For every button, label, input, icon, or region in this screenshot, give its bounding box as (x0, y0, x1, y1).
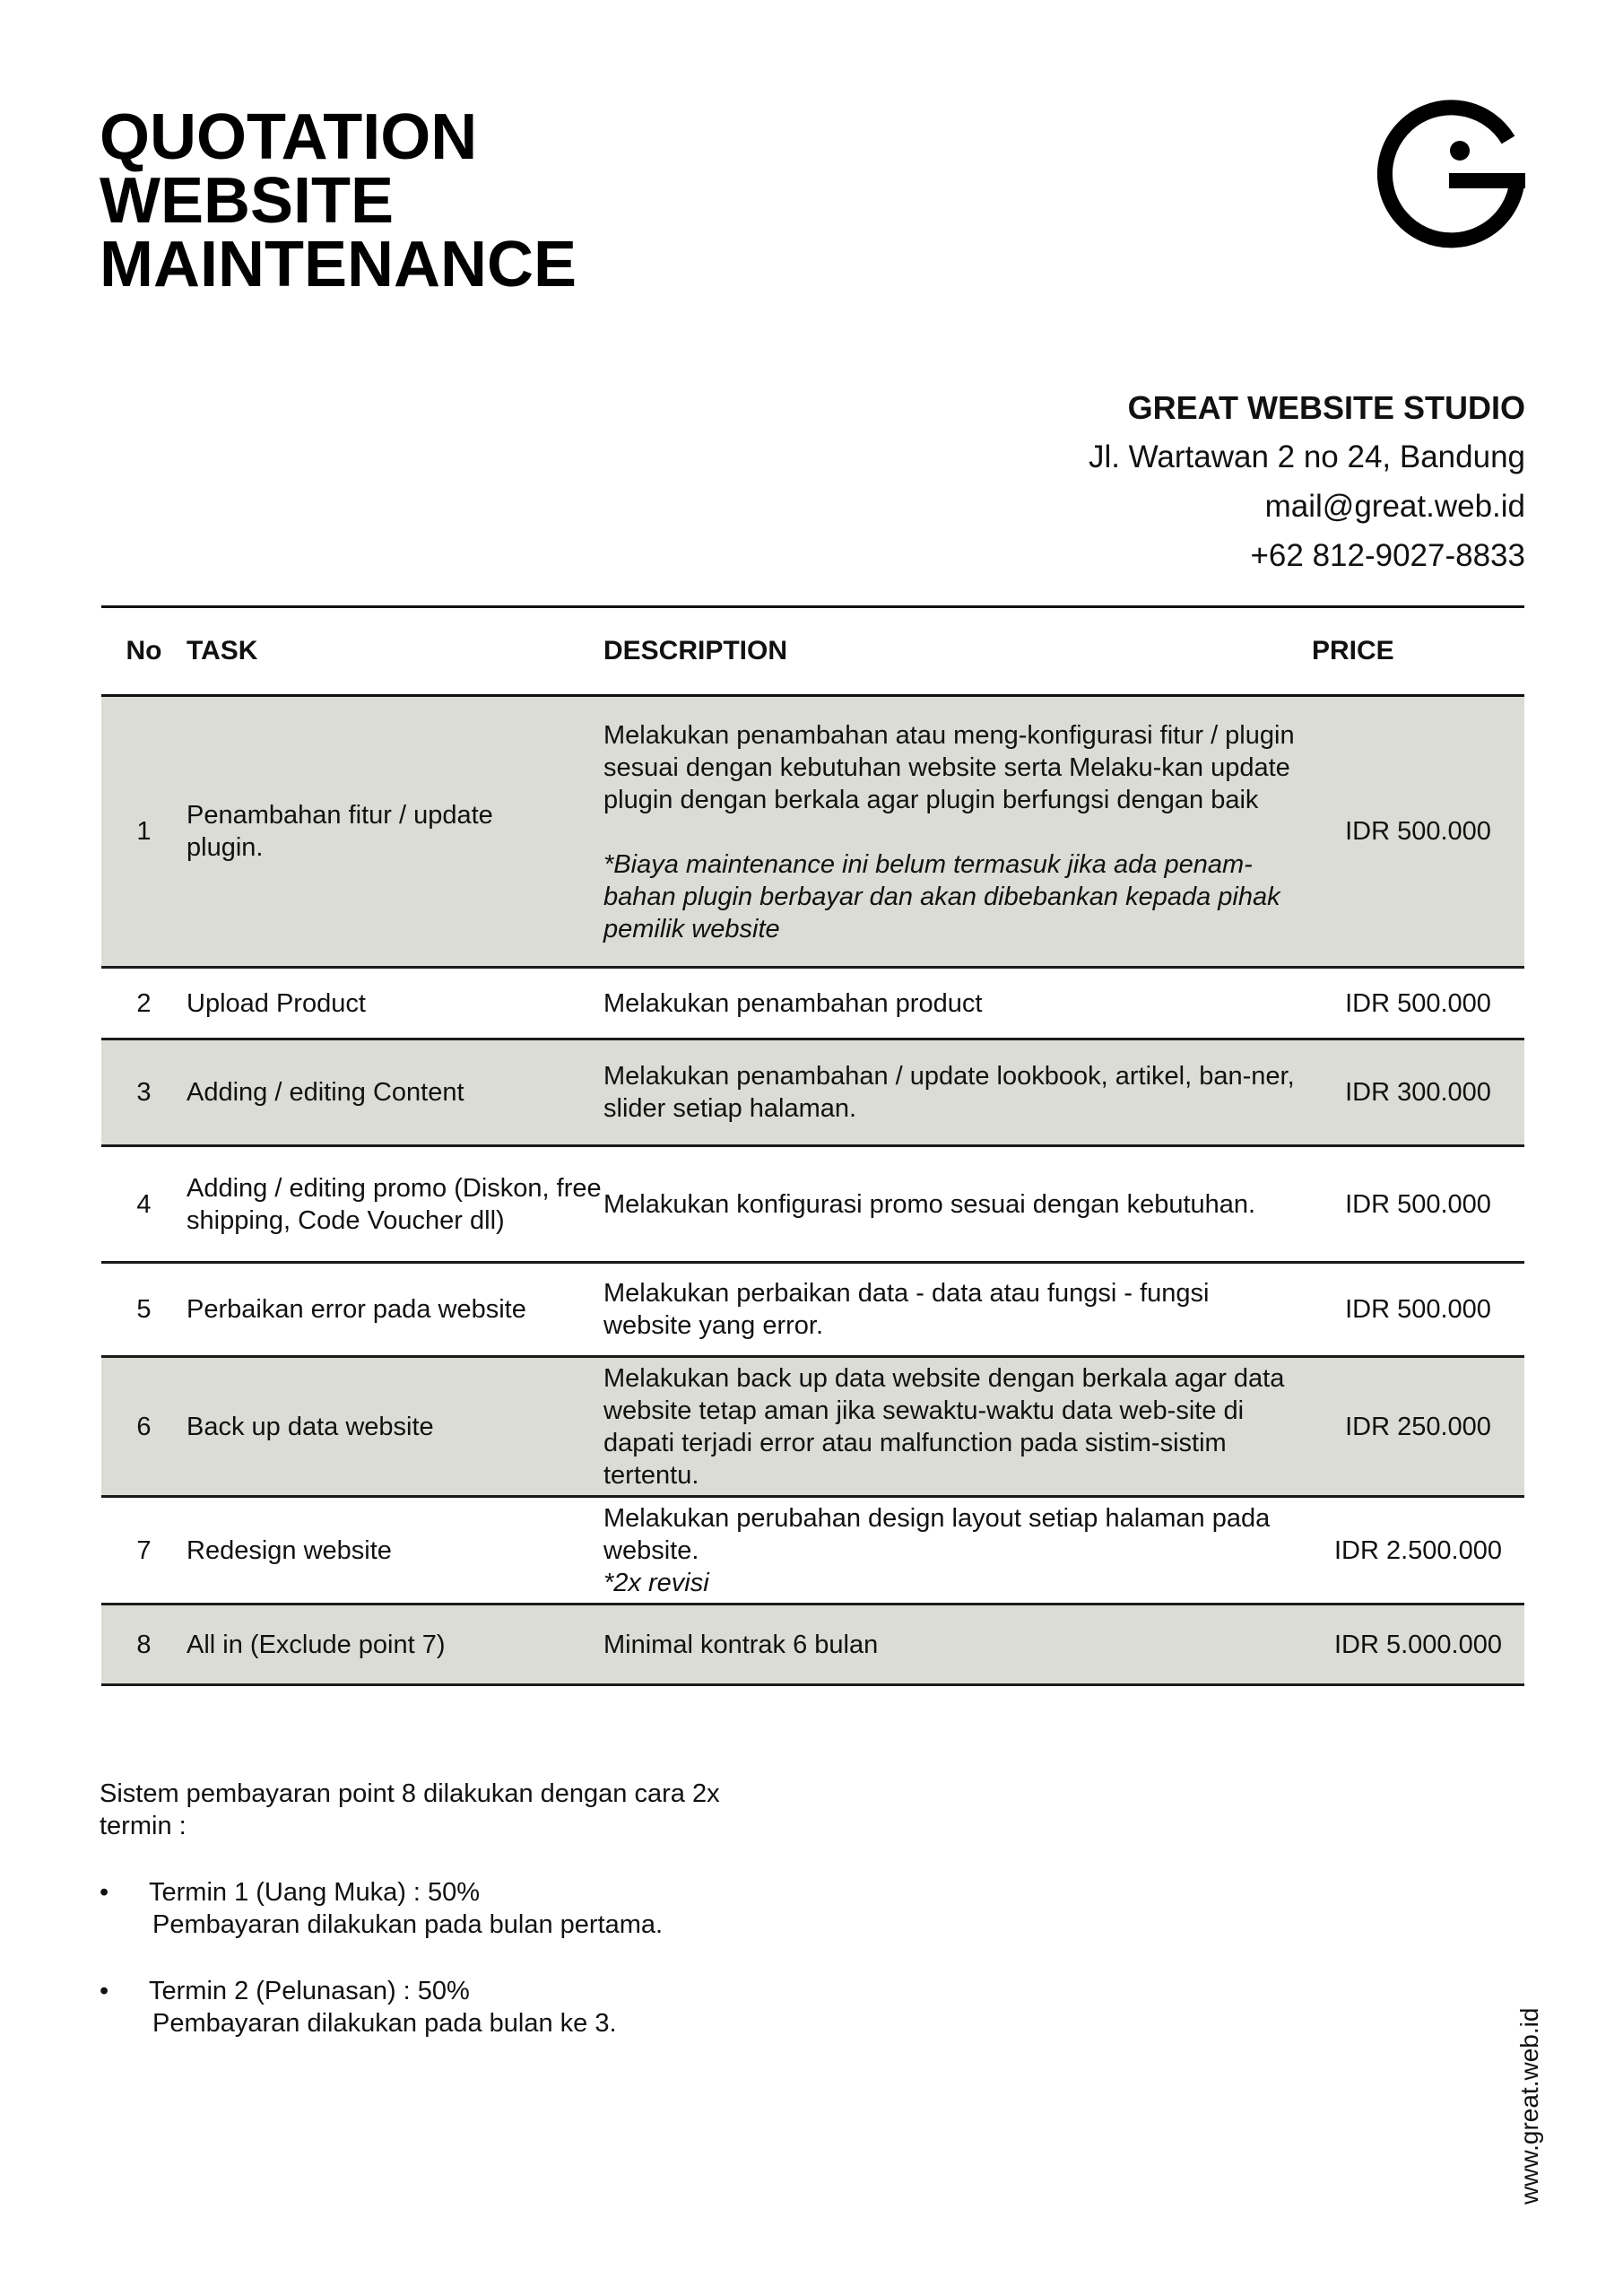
title-line-3: MAINTENANCE (100, 229, 577, 300)
payment-terms-list (100, 1876, 781, 2039)
company-email[interactable]: mail@great.web.id (1264, 489, 1525, 524)
table-row (101, 696, 1524, 968)
row-task: Adding / editing promo (Diskon, free shipping, Code Voucher dll) (187, 1146, 603, 1263)
company-info (1089, 384, 1525, 580)
row-no: 3 (101, 1039, 187, 1146)
payment-term (100, 1876, 781, 1941)
row-task: Penambahan fitur / update plugin. (187, 696, 603, 968)
row-price: IDR 500.000 (1312, 696, 1524, 968)
row-task: Adding / editing Content (187, 1039, 603, 1146)
table-row (101, 1605, 1524, 1685)
row-price: IDR 500.000 (1312, 1146, 1524, 1263)
payment-intro: Sistem pembayaran point 8 dilakukan dengan cara 2x termin : (100, 1779, 720, 1840)
row-no: 2 (101, 968, 187, 1039)
row-description (603, 696, 1312, 968)
table-row (101, 1263, 1524, 1357)
row-no: 5 (101, 1263, 187, 1357)
row-no: 4 (101, 1146, 187, 1263)
company-phone[interactable]: +62 812-9027-8833 (1250, 538, 1525, 573)
row-no: 7 (101, 1497, 187, 1605)
quotation-table (101, 605, 1524, 1686)
row-task: Back up data website (187, 1357, 603, 1497)
payment-term (100, 1975, 781, 2039)
table-row (101, 1497, 1524, 1605)
table-row (101, 968, 1524, 1039)
table-row (101, 1146, 1524, 1263)
row-price: IDR 2.500.000 (1312, 1497, 1524, 1605)
term-detail: Pembayaran dilakukan pada bulan pertama. (152, 1910, 664, 1939)
row-description: Melakukan perbaikan data - data atau fungsi - fungsi website yang error. (603, 1263, 1312, 1357)
row-task: All in (Exclude point 7) (187, 1605, 603, 1685)
row-price: IDR 500.000 (1312, 968, 1524, 1039)
row-description: Melakukan penambahan product (603, 968, 1312, 1039)
row-description (603, 1497, 1312, 1605)
description-text: Melakukan penambahan atau meng-konfigurasi fitur / plugin sesuai dengan kebutuhan website serta Melaku-kan update plugin dengan berkala agar plugin berfungsi dengan baik (603, 721, 1295, 814)
bullet-icon: • (100, 1878, 109, 1907)
document-title (100, 101, 577, 300)
table-row (101, 1357, 1524, 1497)
row-task: Perbaikan error pada website (187, 1263, 603, 1357)
row-no: 1 (101, 696, 187, 968)
term-detail: Pembayaran dilakukan pada bulan ke 3. (152, 2009, 617, 2038)
description-note: *Biaya maintenance ini belum termasuk jika ada penam-bahan plugin berbayar dan akan dibebankan kepada pihak pemilik website (603, 850, 1280, 944)
row-price: IDR 300.000 (1312, 1039, 1524, 1146)
description-note: *2x revisi (603, 1568, 709, 1597)
row-description: Minimal kontrak 6 bulan (603, 1605, 1312, 1685)
row-task: Upload Product (187, 968, 603, 1039)
row-price: IDR 5.000.000 (1312, 1605, 1524, 1685)
row-description: Melakukan penambahan / update lookbook, artikel, ban-ner, slider setiap halaman. (603, 1039, 1312, 1146)
company-name: GREAT WEBSITE STUDIO (1127, 389, 1525, 426)
bullet-icon: • (100, 1977, 109, 2005)
title-line-1: QUOTATION (100, 101, 478, 173)
company-address: Jl. Wartawan 2 no 24, Bandung (1088, 439, 1525, 474)
row-price: IDR 250.000 (1312, 1357, 1524, 1497)
row-price: IDR 500.000 (1312, 1263, 1524, 1357)
row-no: 8 (101, 1605, 187, 1685)
title-line-2: WEBSITE (100, 165, 395, 237)
header-price: PRICE (1312, 607, 1524, 696)
header-no: No (101, 607, 187, 696)
term-label: Termin 1 (Uang Muka) : 50% (149, 1878, 481, 1907)
table-row (101, 1039, 1524, 1146)
website-url[interactable]: www.great.web.id (1515, 2007, 1543, 2205)
row-description: Melakukan back up data website dengan berkala agar data website tetap aman jika sewaktu-waktu data web-site di dapati terjadi error atau malfunction pada sistim-sistim tertentu. (603, 1357, 1312, 1497)
header-task: TASK (187, 607, 603, 696)
g-logo-icon (1374, 97, 1528, 251)
row-description: Melakukan konfigurasi promo sesuai dengan kebutuhan. (603, 1146, 1312, 1263)
row-task: Redesign website (187, 1497, 603, 1605)
description-text: Melakukan perubahan design layout setiap halaman pada website. (603, 1503, 1271, 1565)
term-label: Termin 2 (Pelunasan) : 50% (149, 1977, 470, 2005)
row-no: 6 (101, 1357, 187, 1497)
payment-notes (100, 1778, 781, 2074)
table-header-row (101, 607, 1524, 696)
header-description: DESCRIPTION (603, 607, 1312, 696)
